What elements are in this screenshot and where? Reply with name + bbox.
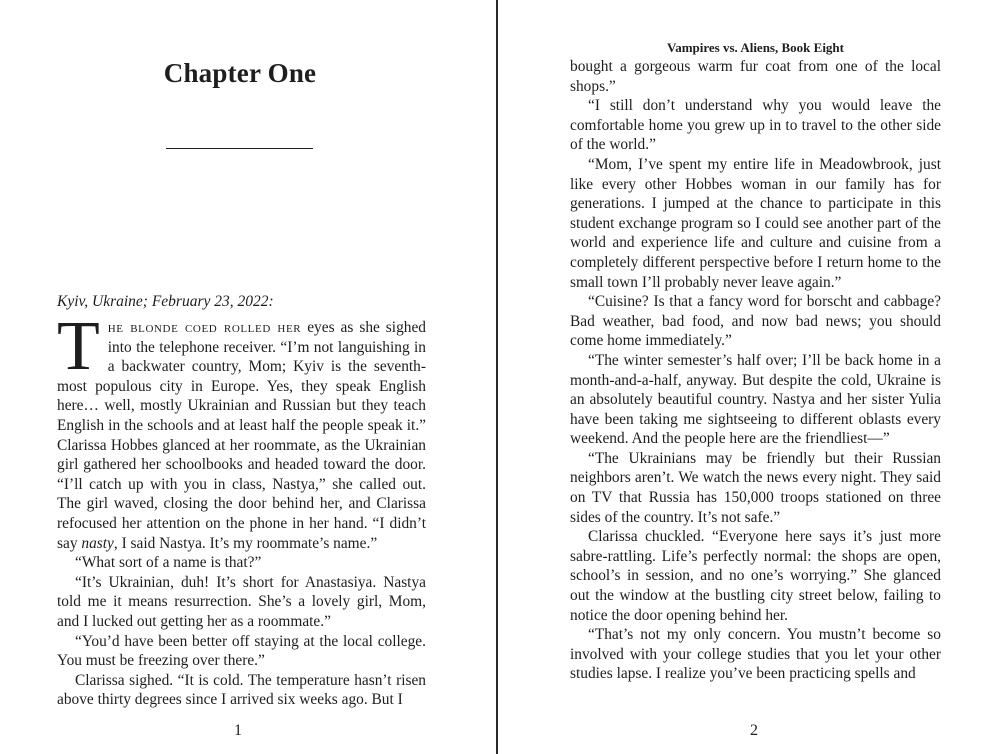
right-body-text (570, 57, 941, 684)
opening-text: eyes as she sighed into the telephone receiver. “I’m not languishing in a backwater country, Mom; Kyiv is the seventh-most populous city in Europe. Yes, they speak English here… well, mostly Ukrainian and Russian but they teach English in the schools and at least half the people speak it.” Clarissa Hobbes glanced at her roommate, as the Ukrainian girl gathered her schoolbooks and headed toward the door. “I’ll catch up with you in class, Nastya,” she called out. The girl waved, closing the door behind her, and Clarissa refocused her attention on the phone in her hand. “I didn’t say (57, 319, 426, 552)
opening-italic-word: nasty (81, 534, 114, 552)
paragraph: “I still don’t understand why you would leave the comfortable home you grew up in to travel to the other side of the world.” (570, 97, 941, 154)
paragraph: “It’s Ukrainian, duh! It’s short for Anastasiya. Nastya told me it means resurrection. She’s a lovely girl, Mom, and I lucked out getting her as a roommate.” (57, 573, 426, 630)
chapter-divider-rule (166, 148, 313, 149)
paragraph: “You’d have been better off staying at the local college. You must be freezing over there.” (57, 632, 426, 670)
continuation-paragraph: bought a gorgeous warm fur coat from one of the local shops.” (570, 58, 941, 95)
paragraph: “The Ukrainians may be friendly but their Russian neighbors aren’t. We watch the news every night. They said on TV that Russia has 150,000 troops stationed on three sides of the country. It’s not safe.” (570, 449, 941, 526)
paragraph: “Mom, I’ve spent my entire life in Meadowbrook, just like every other Hobbes woman in our family has for generations. I jumped at the chance to participate in this student exchange program so I could see another part of the world and experience life and culture and cuisine from a completely different perspective before I return home to the small town I’ll probably never leave again.” (570, 155, 941, 291)
right-page (498, 0, 992, 754)
paragraph: “The winter semester’s half over; I’ll be back home in a month-and-a-half, anyway. But despite the cold, Ukraine is an absolutely beautiful country. Nastya and her sister Yulia have been taking me sightseeing to different oblasts every weekend. And the people here are the friendliest—” (570, 351, 941, 448)
paragraph: “That’s not my only concern. You mustn’t become so involved with your college studies that you let your other studies lapse. I realize you’ve been practicing spells and (570, 626, 941, 683)
running-head: Vampires vs. Aliens, Book Eight (667, 40, 844, 55)
left-body-text (57, 308, 426, 710)
opening-paragraph (57, 308, 426, 553)
paragraph: “What sort of a name is that?” (75, 554, 262, 572)
paragraph: Clarissa sighed. “It is cold. The temperature hasn’t risen above thirty degrees since I arrived six weeks ago. But I (57, 671, 426, 709)
page-number-left: 1 (234, 722, 242, 739)
paragraph: Clarissa chuckled. “Everyone here says it’s just more sabre-rattling. Life’s perfectly normal: the shops are open, school’s in session, and no one’s worrying.” She glanced out the window at the bustling city street below, failing to notice the door opening behind her. (570, 528, 941, 624)
dateline: Kyiv, Ukraine; February 23, 2022: (57, 293, 274, 310)
chapter-title: Chapter One (163, 58, 317, 88)
opening-text-end: , I said Nastya. It’s my roommate’s name.” (113, 534, 378, 552)
drop-cap: T (57, 308, 100, 385)
paragraph: “Cuisine? Is that a fancy word for borscht and cabbage? Bad weather, bad food, and now bad news; you should come home immediately.” (570, 293, 941, 350)
page-number-right: 2 (750, 722, 758, 739)
opening-small-caps: he blonde coed rolled her (107, 319, 302, 336)
